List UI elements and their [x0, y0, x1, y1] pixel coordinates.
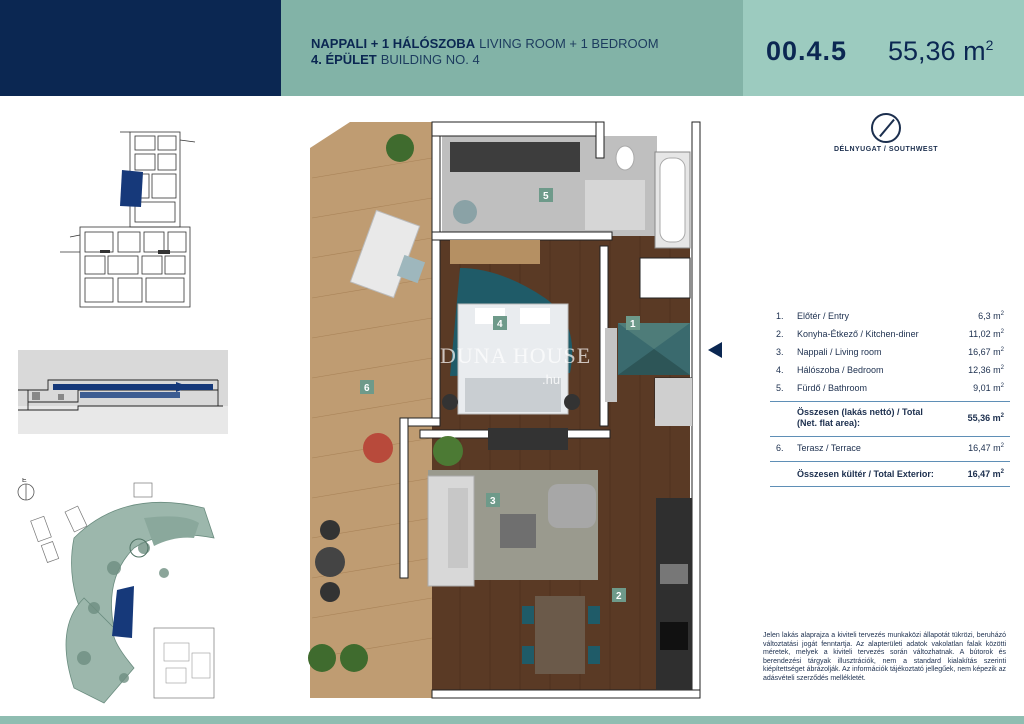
room-row: 2. Konyha-Étkező / Kitchen-diner 11,02 $m^2$: [776, 329, 1004, 339]
watermark-sub: .hu: [542, 372, 561, 387]
svg-text:6: 6: [364, 383, 370, 394]
wall-west-upper: [432, 122, 440, 422]
svg-text:3: 3: [490, 496, 496, 507]
building-section: [18, 350, 228, 434]
divider: [770, 436, 1010, 437]
orientation-label: DÉLNYUGAT / SOUTHWEST: [833, 146, 939, 153]
coffee-table: [500, 514, 536, 548]
unit-area-value: 55,36 m: [888, 36, 986, 66]
building-key-plan: [40, 122, 200, 322]
site-compass-letter: É: [22, 478, 27, 484]
terrace-plant: [308, 644, 336, 672]
svg-text:4: 4: [497, 319, 503, 330]
apartment-type-hu: NAPPALI + 1 HÁLÓSZOBA: [311, 36, 476, 51]
armchair: [548, 484, 596, 528]
building-hu: 4. ÉPÜLET: [311, 52, 377, 67]
unit-area: [888, 36, 993, 67]
terrace-row: 6. Terasz / Terrace 16,47 $m^2$: [776, 443, 1004, 453]
building-en: BUILDING NO. 4: [380, 52, 480, 67]
svg-text:1: 1: [630, 319, 636, 330]
floor-plan: [300, 118, 710, 706]
divider: [770, 486, 1010, 487]
dining-table: [535, 596, 585, 674]
entrance-arrow-icon: [706, 341, 724, 359]
room-row: 4. Hálószoba / Bedroom 12,36 $m^2$: [776, 365, 1004, 375]
unit-area-sup: 2: [985, 37, 994, 53]
total-exterior-row: Összesen kültér / Total Exterior: 16,47 $m^2$: [797, 469, 1004, 479]
room-area-table: [770, 308, 1010, 490]
kitchen-counter: [656, 498, 692, 690]
svg-text:5: 5: [543, 191, 549, 202]
room-row: 1. Előtér / Entry 6,3 $m^2$: [776, 311, 1004, 321]
apartment-type-en: LIVING ROOM + 1 BEDROOM: [479, 36, 659, 51]
total-net-row: Összesen (lakás nettó) / Total (Net. flat area): 55,36 $m^2$: [797, 407, 1004, 428]
compass-icon: [871, 113, 901, 143]
room-row: 3. Nappali / Living room 16,67 $m^2$: [776, 347, 1004, 357]
unit-code: 00.4.5: [766, 36, 848, 66]
apartment-type: [311, 36, 659, 51]
building-number: [311, 52, 480, 67]
svg-text:2: 2: [616, 591, 622, 602]
watermark: DUNA HOUSE: [440, 343, 592, 368]
room-row: 5. Fürdő / Bathroom 9,01 $m^2$: [776, 383, 1004, 393]
disclaimer-text: Jelen lakás alaprajza a kiviteli tervezés munkaközi állapotát tükrözi, beruházó változtatási jogát fenntartja. Az alapterületi adatok vakolatlan falak közötti méretek, melyek a kiviteli tervezés során változhatnak. A bútorok és berendezési tárgyak illusztrációk, nem a standard kialakítás szerinti kiépítettséget ábrázolják. Az információk tájékoztató jellegűek, nem képezik az adásvételi szerződés mellékletét.: [763, 632, 1006, 682]
header-navy-block: [0, 0, 281, 96]
divider: [770, 461, 1010, 462]
footer-strip: [0, 716, 1024, 724]
terrace-table: [315, 547, 345, 577]
divider: [770, 401, 1010, 402]
site-plan: [14, 478, 234, 714]
